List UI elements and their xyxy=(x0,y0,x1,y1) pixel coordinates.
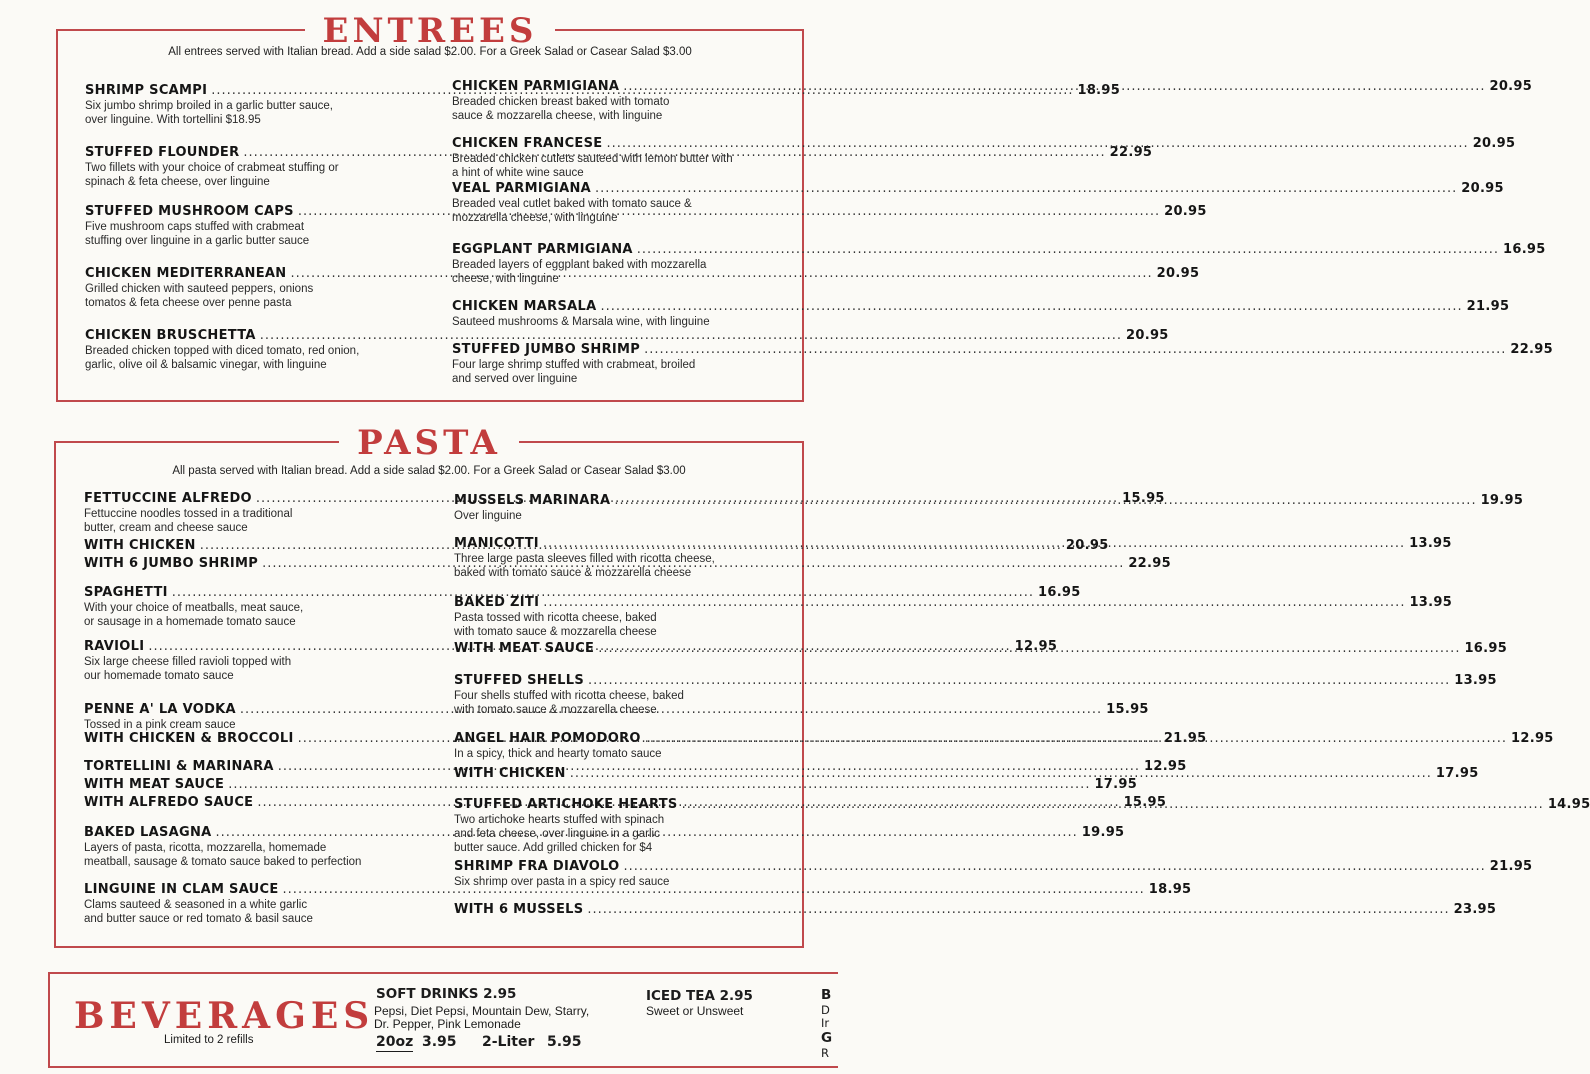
menu-item-price: 13.95 xyxy=(1454,673,1497,688)
menu-item-price: 21.95 xyxy=(1163,731,1207,746)
menu-item xyxy=(84,777,1138,793)
menu-item-price: 15.95 xyxy=(1122,491,1165,506)
price-20oz: 3.95 xyxy=(422,1034,457,1050)
menu-item-name: SPAGHETTI xyxy=(84,585,168,600)
iced-tea-desc: Sweet or Unsweet xyxy=(646,1004,744,1018)
menu-item-name: LINGUINE IN CLAM SAUCE xyxy=(84,882,279,897)
cut-off-text-4: G xyxy=(821,1030,833,1046)
menu-item-name: WITH CHICKEN & BROCCOLI xyxy=(84,731,294,746)
menu-item-name: EGGPLANT PARMIGIANA xyxy=(452,242,633,257)
menu-item-price: 14.95 xyxy=(1547,797,1590,812)
cut-off-text-1: B xyxy=(821,987,832,1003)
soft-drinks-desc-1: Pepsi, Diet Pepsi, Mountain Dew, Starry, xyxy=(374,1004,590,1018)
menu-item-name: MUSSELS MARINARA xyxy=(454,493,611,508)
menu-item-price: 23.95 xyxy=(1453,902,1497,917)
menu-item-name: CHICKEN PARMIGIANA xyxy=(452,79,620,94)
menu-item-name: BAKED LASAGNA xyxy=(84,825,212,840)
menu-item-description: In a spicy, thick and hearty tomato sauce xyxy=(454,748,662,760)
menu-item-price: 19.95 xyxy=(1480,493,1524,508)
menu-item-description: meatball, sausage & tomato sauce baked to perfection xyxy=(84,856,362,868)
menu-item-description: Breaded veal cutlet baked with tomato sauce & xyxy=(452,198,692,210)
menu-item-description: With your choice of meatballs, meat sauce, xyxy=(84,602,304,614)
menu-item-description: Sauteed mushrooms & Marsala wine, with linguine xyxy=(452,316,710,328)
menu-item-description: spinach & feta cheese, over linguine xyxy=(85,176,270,188)
menu-item-name: SHRIMP FRA DIAVOLO xyxy=(454,859,620,874)
menu-item-name: CHICKEN FRANCESE xyxy=(452,136,603,151)
menu-item-description: sauce & mozzarella cheese, with linguine xyxy=(452,110,663,122)
dot-leader xyxy=(644,342,1506,358)
dot-leader xyxy=(598,641,1460,657)
entrees-section xyxy=(56,11,1553,402)
menu-item-description: Three large pasta sleeves filled with ricotta cheese, xyxy=(454,553,715,565)
cut-off-text-2: D xyxy=(821,1003,830,1017)
menu-item-row xyxy=(452,136,1516,152)
menu-item-price: 12.95 xyxy=(1144,759,1187,774)
menu-item-price: 20.95 xyxy=(1472,136,1516,151)
pasta-subtitle: All pasta served with Italian bread. Add a side salad $2.00. For a Greek Salad or Casear Salad $3.00 xyxy=(172,465,686,477)
menu-item-description: Four shells stuffed with ricotta cheese, baked xyxy=(454,690,684,702)
menu-item-description: butter, cream and cheese sauce xyxy=(84,522,248,534)
dot-leader xyxy=(624,859,1486,875)
menu-item-description: with tomato sauce & mozzarella cheese xyxy=(454,626,657,638)
menu-item-description: Pasta tossed with ricotta cheese, baked xyxy=(454,612,657,624)
menu-item-description: over linguine. With tortellini $18.95 xyxy=(85,114,261,126)
menu-item-row xyxy=(85,328,1169,344)
menu-item-description: cheese, with linguine xyxy=(452,273,559,285)
menu-item-price: 20.95 xyxy=(1461,181,1504,196)
menu-item-description: and feta cheese, over linguine in a garlic xyxy=(454,828,660,840)
menu-item-price: 20.95 xyxy=(1156,266,1200,281)
dot-leader xyxy=(645,731,1507,747)
menu-item-description: or sausage in a homemade tomato sauce xyxy=(84,616,296,628)
menu-item-name: CHICKEN BRUSCHETTA xyxy=(85,328,256,343)
pasta-title: PASTA xyxy=(339,423,519,463)
menu-item-description: Clams sauteed & seasoned in a white garlic xyxy=(84,899,308,911)
menu-item-description: with tomato sauce & mozzarella cheese xyxy=(454,704,657,716)
menu-item-row xyxy=(452,242,1546,258)
beverages-note: Limited to 2 refills xyxy=(164,1034,254,1046)
menu-item-name: WITH 6 JUMBO SHRIMP xyxy=(84,556,259,571)
menu-item-price: 21.95 xyxy=(1466,299,1510,314)
menu-item-price: 21.95 xyxy=(1489,859,1533,874)
menu-item-name: WITH ALFREDO SAUCE xyxy=(84,795,254,810)
menu-item xyxy=(452,181,1504,225)
menu-item xyxy=(454,859,1533,889)
menu-item-price: 16.95 xyxy=(1503,242,1546,257)
dot-leader xyxy=(587,902,1449,918)
menu-item-description: Over linguine xyxy=(454,510,522,522)
menu-item-price: 18.95 xyxy=(1077,83,1121,98)
menu-item-name: TORTELLINI & MARINARA xyxy=(84,759,274,774)
dot-leader xyxy=(595,181,1457,197)
menu-item-description: tomatos & feta cheese over penne pasta xyxy=(85,297,292,309)
menu-item-description: and butter sauce or red tomato & basil sauce xyxy=(84,913,313,925)
menu-item-name: MANICOTTI xyxy=(454,536,539,551)
pasta-section xyxy=(54,423,1590,948)
dot-leader xyxy=(543,595,1405,611)
dot-leader xyxy=(588,673,1450,689)
menu-item-row xyxy=(452,299,1510,315)
menu-item-description: and served over linguine xyxy=(452,373,578,385)
menu-item-price: 15.95 xyxy=(1106,702,1149,717)
menu-item-name: WITH CHICKEN xyxy=(454,766,566,781)
price-2liter: 5.95 xyxy=(547,1034,582,1050)
menu-item-description: a hint of white wine sauce xyxy=(452,167,584,179)
menu-item-row xyxy=(454,595,1453,611)
soft-drinks-desc-2: Dr. Pepper, Pink Lemonade xyxy=(374,1017,521,1031)
menu-item-description: Tossed in a pink cream sauce xyxy=(84,719,236,731)
menu-item-row xyxy=(454,859,1533,875)
dot-leader xyxy=(682,797,1544,813)
menu-item-price: 20.95 xyxy=(1065,538,1109,553)
menu-item-description: Four large shrimp stuffed with crabmeat, broiled xyxy=(452,359,696,371)
menu-item-price: 22.95 xyxy=(1128,556,1171,571)
menu-item-description: mozzarella cheese, with linguine xyxy=(452,212,618,224)
menu-item-row xyxy=(84,777,1138,793)
menu-item-price: 13.95 xyxy=(1409,536,1452,551)
menu-item xyxy=(454,595,1453,639)
cut-off-text-3: Ir xyxy=(821,1016,830,1030)
menu-item-name: VEAL PARMIGIANA xyxy=(452,181,592,196)
menu-item-name: WITH CHICKEN xyxy=(84,538,196,553)
menu-item-name: FETTUCCINE ALFREDO xyxy=(84,491,252,506)
menu-item-name: STUFFED SHELLS xyxy=(454,673,584,688)
menu-item-row xyxy=(452,181,1504,197)
iced-tea-label: ICED TEA 2.95 xyxy=(646,988,753,1004)
menu-item-price: 17.95 xyxy=(1094,777,1138,792)
menu-item-price: 12.95 xyxy=(1014,639,1058,654)
menu-item-price: 13.95 xyxy=(1409,595,1453,610)
beverages-section xyxy=(48,972,838,1068)
menu-item-name: STUFFED FLOUNDER xyxy=(85,145,240,160)
menu-item-name: SHRIMP SCAMPI xyxy=(85,83,208,98)
menu-item-name: CHICKEN MEDITERRANEAN xyxy=(85,266,287,281)
menu-item-description: Breaded chicken topped with diced tomato, red onion, xyxy=(85,345,360,357)
menu-item-name: WITH MEAT SAUCE xyxy=(84,777,225,792)
menu-item-row xyxy=(454,902,1497,918)
dot-leader xyxy=(570,766,1432,782)
dot-leader xyxy=(637,242,1499,258)
menu-item-description: Two fillets with your choice of crabmeat stuffing or xyxy=(85,162,339,174)
menu-item-description: Grilled chicken with sauteed peppers, onions xyxy=(85,283,314,295)
menu-item-price: 20.95 xyxy=(1164,204,1207,219)
menu-item-name: STUFFED MUSHROOM CAPS xyxy=(85,204,294,219)
menu-item-description: Six jumbo shrimp broiled in a garlic butter sauce, xyxy=(85,100,334,112)
menu-item-price: 19.95 xyxy=(1081,825,1125,840)
menu-item-price: 16.95 xyxy=(1038,585,1081,600)
menu-item-name: PENNE A' LA VODKA xyxy=(84,702,236,717)
menu-item-price: 12.95 xyxy=(1511,731,1554,746)
menu-item-description: Breaded chicken cutlets sauteed with lemon butter with xyxy=(452,153,733,165)
menu-item xyxy=(452,299,1510,329)
menu-item-description: Breaded layers of eggplant baked with mozzarella xyxy=(452,259,707,271)
menu-item-name: CHICKEN MARSALA xyxy=(452,299,597,314)
soft-drinks-label: SOFT DRINKS 2.95 xyxy=(376,986,517,1002)
menu-item-price: 20.95 xyxy=(1489,79,1533,94)
menu-item-description: baked with tomato sauce & mozzarella cheese xyxy=(454,567,692,579)
dot-leader xyxy=(606,136,1468,152)
menu-item-name: BAKED ZITI xyxy=(454,595,540,610)
menu-item-name: ANGEL HAIR POMODORO xyxy=(454,731,641,746)
menu-item xyxy=(454,902,1497,918)
menu-item-price: 20.95 xyxy=(1126,328,1169,343)
menu-item-name: RAVIOLI xyxy=(84,639,145,654)
menu-item-row xyxy=(454,673,1497,689)
menu-item-price: 17.95 xyxy=(1435,766,1479,781)
size-2liter-label: 2-Liter xyxy=(482,1034,535,1050)
menu-item-price: 22.95 xyxy=(1510,342,1553,357)
menu-item-description: Breaded chicken breast baked with tomato xyxy=(452,96,670,108)
menu-item-description: Six large cheese filled ravioli topped with xyxy=(84,656,292,668)
menu-item-price: 15.95 xyxy=(1123,795,1167,810)
menu-item-description: Layers of pasta, ricotta, mozzarella, homemade xyxy=(84,842,327,854)
size-20oz-label: 20oz xyxy=(376,1034,414,1050)
menu-item-description: Two artichoke hearts stuffed with spinach xyxy=(454,814,665,826)
menu-item xyxy=(452,342,1553,386)
menu-item-description: our homemade tomato sauce xyxy=(84,670,234,682)
menu-item-name: STUFFED ARTICHOKE HEARTS xyxy=(454,797,678,812)
dot-leader xyxy=(623,79,1485,95)
beverages-title: BEVERAGES xyxy=(74,995,375,1037)
menu-item-name: WITH MEAT SAUCE xyxy=(454,641,595,656)
menu-item-description: Six shrimp over pasta in a spicy red sauce xyxy=(454,876,670,888)
menu-item-description: garlic, olive oil & balsamic vinegar, with linguine xyxy=(85,359,327,371)
menu-item-description: stuffing over linguine in a garlic butter sauce xyxy=(85,235,310,247)
menu-item-row xyxy=(84,585,1081,601)
menu-item-description: Fettuccine noodles tossed in a traditional xyxy=(84,508,293,520)
menu-item-description: butter sauce. Add grilled chicken for $4 xyxy=(454,842,653,854)
menu-item-description: Five mushroom caps stuffed with crabmeat xyxy=(85,221,305,233)
entrees-title: ENTREES xyxy=(305,11,556,51)
menu-item-price: 18.95 xyxy=(1148,882,1192,897)
cut-off-text-5: R xyxy=(821,1046,829,1060)
menu-item-name: WITH 6 MUSSELS xyxy=(454,902,584,917)
menu-item-price: 22.95 xyxy=(1109,145,1153,160)
menu-item-price: 16.95 xyxy=(1464,641,1508,656)
dot-leader xyxy=(600,299,1462,315)
dot-leader xyxy=(543,536,1405,552)
menu-item-name: STUFFED JUMBO SHRIMP xyxy=(452,342,641,357)
entrees-subtitle: All entrees served with Italian bread. Add a side salad $2.00. For a Greek Salad or Casear Salad $3.00 xyxy=(168,46,692,58)
dot-leader xyxy=(614,493,1476,509)
menu-item-row xyxy=(452,342,1553,358)
